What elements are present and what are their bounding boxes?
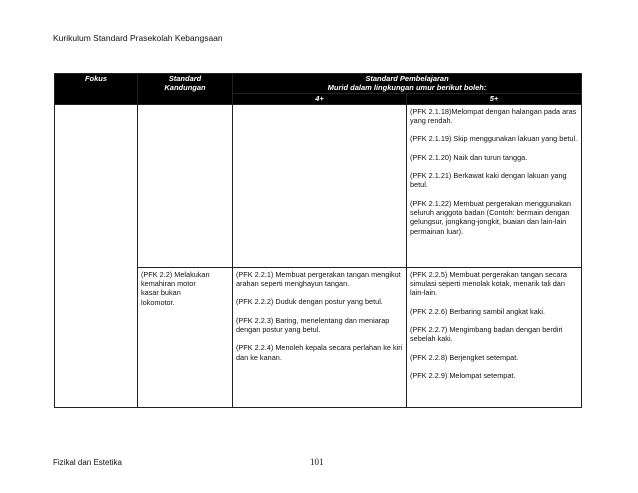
learning-standard: (PFK 2.2.5) Membuat pergerakan tangan secara simulasi seperti menolak kotak, menarik tali dan lain-lain. xyxy=(410,269,567,298)
header-age-4: 4+ xyxy=(233,93,407,104)
header-fokus: Fokus xyxy=(55,74,138,105)
document-header: Kurikulum Standard Prasekolah Kebangsaan xyxy=(53,33,223,43)
learning-standard: (PFK 2.1.21) Berkawat kaki dengan lakuan yang betul. xyxy=(410,171,567,190)
learning-standard: (PFK 2.2.8) Berjengket setempat. xyxy=(410,352,519,362)
standard-cell xyxy=(138,104,233,267)
learning-standard: (PFK 2.2.3) Baring, menelentang dan meniarap dengan postur yang betul. xyxy=(236,315,390,335)
learning-standard: (PFK 2.1.19) Skip menggunakan lakuan yang betul. xyxy=(410,134,578,144)
learning-standard: (PFK 2.2.9) Melompat setempat. xyxy=(410,371,516,381)
age4-cell xyxy=(233,267,407,407)
learning-standard: (PFK 2.1.20) Naik dan turun tangga. xyxy=(410,152,528,162)
footer-section-title: Fizikal dan Estetika xyxy=(53,458,122,467)
learning-standard: (PFK 2.2.6) Berbaring sambil angkat kaki. xyxy=(410,306,546,316)
header-standard-kandungan: Standard Kandungan xyxy=(138,74,233,105)
table-header xyxy=(55,74,582,105)
header-age-5: 5+ xyxy=(407,93,582,104)
content-standard: (PFK 2.2) Melakukan kemahiran motor kasar bukan lokomotor. xyxy=(141,269,210,307)
age4-cell xyxy=(233,104,407,267)
age5-cell xyxy=(407,267,582,407)
age5-cell xyxy=(407,104,582,267)
learning-standard: (PFK 2.1.22) Membuat pergerakan menggunakan seluruh anggota badan (Contoh: bermain dengan gelungsur, jongkang-jongkit, buaian dan lain-lain permainan luar). xyxy=(410,198,572,236)
learning-standard: (PFK 2.2.1) Membuat pergerakan tangan mengikut arahan seperti menghayun tangan. xyxy=(236,269,401,289)
learning-standard: (PFK 2.2.4) Menoleh kepala secara perlahan ke kiri dan ke kanan. xyxy=(236,343,403,362)
table-row xyxy=(55,104,582,267)
fokus-cell xyxy=(55,104,138,407)
standard-cell xyxy=(138,267,233,407)
learning-standard: (PFK 2.2.2) Duduk dengan postur yang betul. xyxy=(236,297,383,307)
learning-standard: (PFK 2.1.18)Melompat dengan halangan pada aras yang rendah. xyxy=(410,106,577,126)
header-standard-pembelajaran: Standard Pembelajaran Murid dalam lingkungan umur berikut boleh: xyxy=(233,74,582,94)
curriculum-table xyxy=(54,73,582,408)
learning-standard: (PFK 2.2.7) Mengimbang badan dengan berdiri sebelah kaki. xyxy=(410,325,563,344)
page-number: 101 xyxy=(310,457,324,467)
